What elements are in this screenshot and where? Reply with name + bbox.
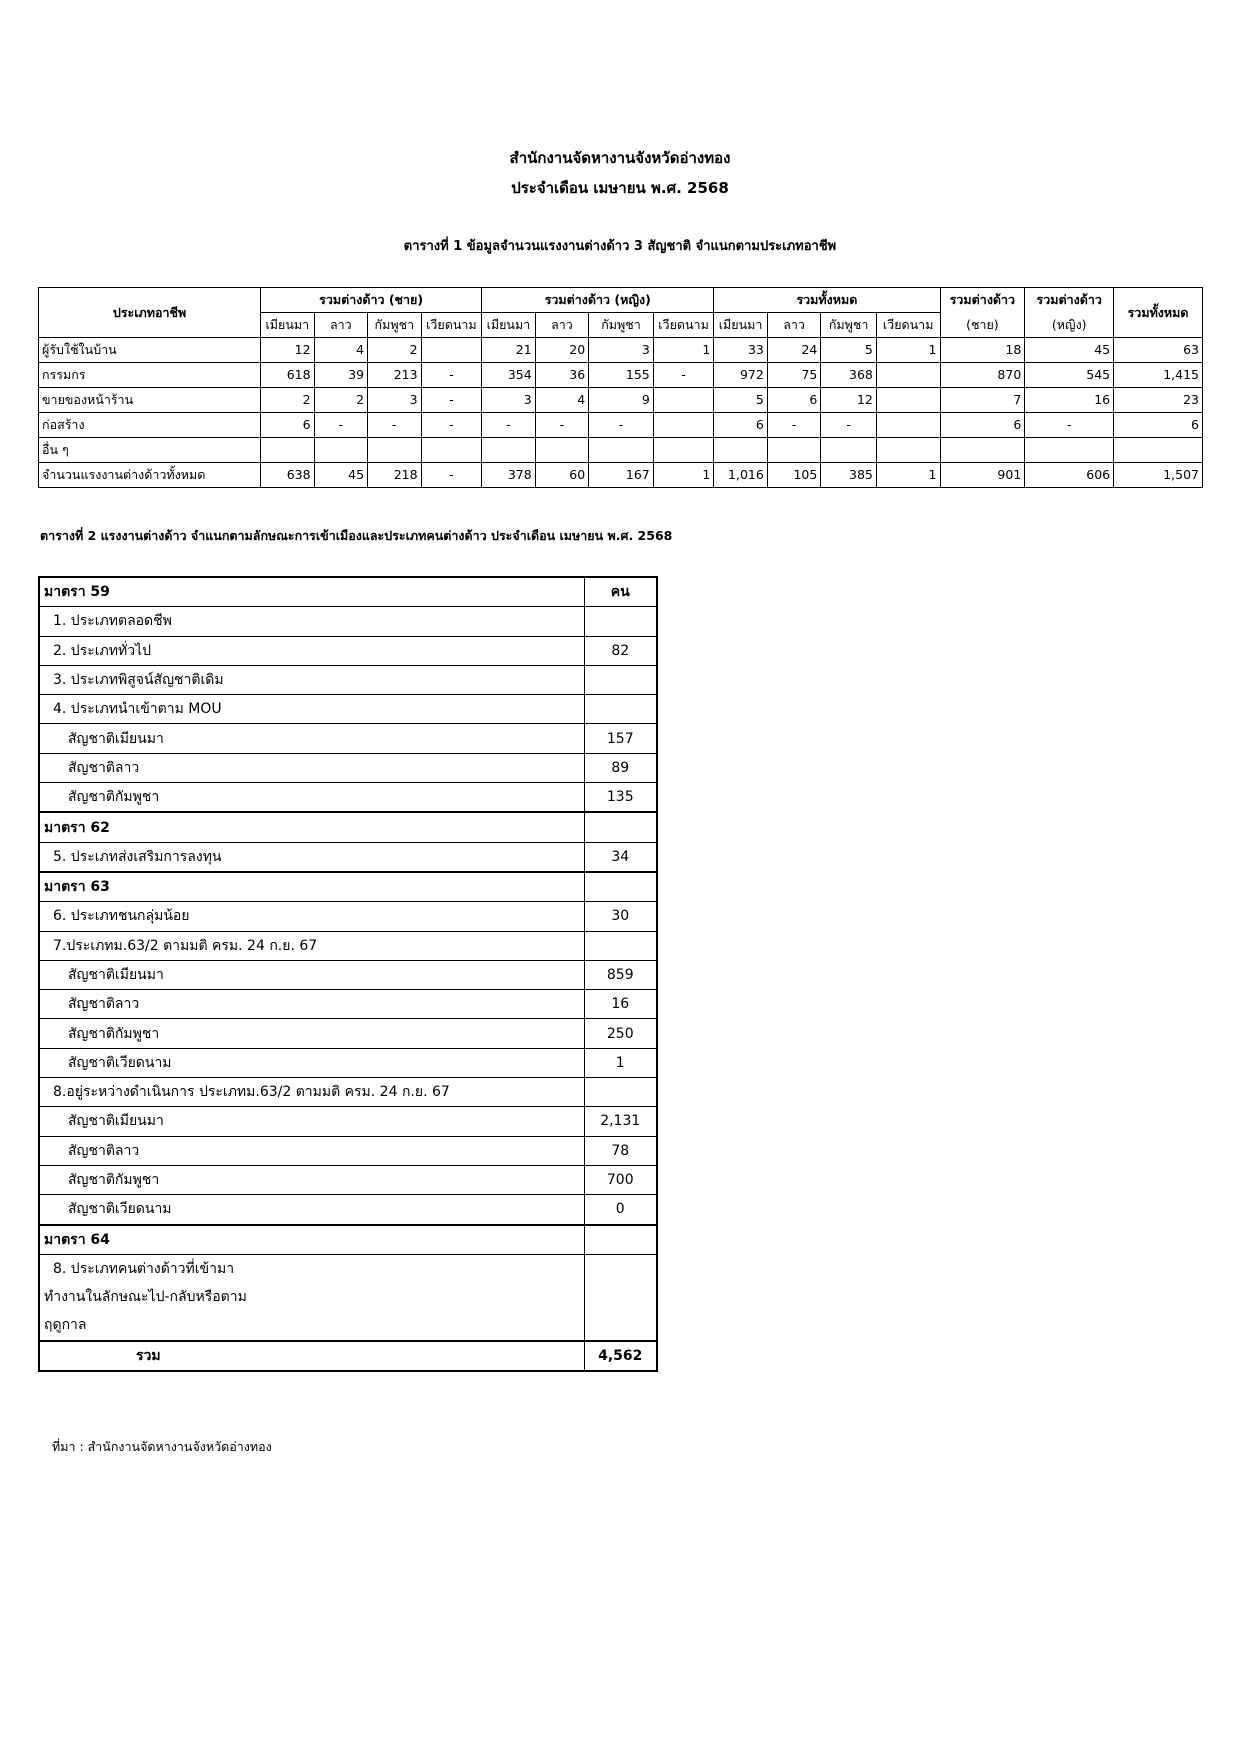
table-cell — [421, 338, 482, 363]
table-cell — [1114, 438, 1203, 463]
table-cell: 213 — [368, 363, 422, 388]
table-cell: 45 — [314, 463, 368, 488]
table-cell: - — [1025, 413, 1114, 438]
table-cell — [653, 438, 714, 463]
row-value: 1 — [584, 1048, 657, 1077]
table-cell: 385 — [821, 463, 877, 488]
table-cell: 75 — [767, 363, 821, 388]
table-cell — [368, 438, 422, 463]
table-row — [39, 438, 1203, 463]
section-62: มาตรา 62 — [39, 812, 584, 842]
row-value — [584, 695, 657, 724]
table-cell: 21 — [482, 338, 536, 363]
table-cell: 545 — [1025, 363, 1114, 388]
occupation-label: กรรมกร — [39, 363, 261, 388]
table-cell: 12 — [821, 388, 877, 413]
unit-header: คน — [584, 577, 657, 607]
occupation-label: จำนวนแรงงานต่างด้าวทั้งหมด — [39, 463, 261, 488]
row-label: 2. ประเภททั่วไป — [39, 636, 584, 665]
occupation-label: ผู้รับใช้ในบ้าน — [39, 338, 261, 363]
row-value: 0 — [584, 1195, 657, 1225]
nationality-subheader: เวียดนาม — [876, 313, 940, 338]
row-label: สัญชาติกัมพูชา — [39, 1165, 584, 1194]
table-cell: 105 — [767, 463, 821, 488]
table-cell: 3 — [482, 388, 536, 413]
table-cell: 1 — [653, 463, 714, 488]
table-cell: 618 — [261, 363, 315, 388]
table-cell: 6 — [940, 413, 1025, 438]
table-cell: 1,415 — [1114, 363, 1203, 388]
row-value — [584, 931, 657, 960]
row-value: 700 — [584, 1165, 657, 1194]
seasonal-line-3: ฤดูกาล — [44, 1317, 87, 1334]
table-cell: 606 — [1025, 463, 1114, 488]
row-label: สัญชาติลาว — [39, 753, 584, 782]
table-cell: 1 — [876, 338, 940, 363]
table1-caption: ตารางที่ 1 ข้อมูลจำนวนแรงงานต่างด้าว 3 สัญชาติ จำแนกตามประเภทอาชีพ — [403, 239, 837, 254]
table-cell — [653, 388, 714, 413]
row-label: 3. ประเภทพิสูจน์สัญชาติเดิม — [39, 665, 584, 694]
table2-caption: ตารางที่ 2 แรงงานต่างด้าว จำแนกตามลักษณะการเข้าเมืองและประเภทคนต่างด้าว ประจำเดือน เมษายน พ.ศ. 2568 — [40, 528, 673, 543]
row-value — [584, 665, 657, 694]
table-cell: 1,016 — [714, 463, 768, 488]
table-cell: 5 — [714, 388, 768, 413]
row-label: 1. ประเภทตลอดชีพ — [39, 607, 584, 636]
row-label: สัญชาติกัมพูชา — [39, 783, 584, 813]
table-cell: 6 — [714, 413, 768, 438]
table-cell: 1 — [653, 338, 714, 363]
table-cell — [714, 438, 768, 463]
table-cell: 45 — [1025, 338, 1114, 363]
row-label: 7.ประเภทม.63/2 ตามมติ ครม. 24 ก.ย. 67 — [39, 931, 584, 960]
row-label: สัญชาติเวียดนาม — [39, 1048, 584, 1077]
nationality-subheader: กัมพูชา — [589, 313, 654, 338]
table-cell: 218 — [368, 463, 422, 488]
table-cell — [314, 438, 368, 463]
table-cell: - — [767, 413, 821, 438]
row-value: 30 — [584, 902, 657, 931]
table-cell: 6 — [767, 388, 821, 413]
row-value: 78 — [584, 1136, 657, 1165]
table-cell: 60 — [535, 463, 589, 488]
row-label: 5. ประเภทส่งเสริมการลงทุน — [39, 842, 584, 872]
all-group-header: รวมทั้งหมด — [714, 288, 940, 313]
table-cell — [940, 438, 1025, 463]
row-value: 157 — [584, 724, 657, 753]
nationality-subheader: ลาว — [314, 313, 368, 338]
table-cell: 2 — [261, 388, 315, 413]
row-label: สัญชาติเวียดนาม — [39, 1195, 584, 1225]
section-63: มาตรา 63 — [39, 872, 584, 902]
total-female-header-1: รวมต่างด้าว — [1025, 288, 1114, 313]
nationality-subheader: เมียนมา — [714, 313, 768, 338]
section-64: มาตรา 64 — [39, 1225, 584, 1255]
row-label: สัญชาติเมียนมา — [39, 960, 584, 989]
row-value: 16 — [584, 990, 657, 1019]
table-cell — [653, 413, 714, 438]
seasonal-worker-label — [39, 1254, 584, 1341]
table-cell: 6 — [261, 413, 315, 438]
table-cell: 368 — [821, 363, 877, 388]
table-cell: 4 — [535, 388, 589, 413]
row-value: 250 — [584, 1019, 657, 1048]
female-group-header: รวมต่างด้าว (หญิง) — [482, 288, 714, 313]
table-cell: - — [421, 388, 482, 413]
occupation-table — [38, 287, 1203, 488]
row-value — [584, 607, 657, 636]
table-cell: 16 — [1025, 388, 1114, 413]
total-female-header-2: (หญิง) — [1025, 313, 1114, 338]
table-cell: 20 — [535, 338, 589, 363]
total-male-header-2: (ชาย) — [940, 313, 1025, 338]
table-cell: 2 — [368, 338, 422, 363]
table-cell — [482, 438, 536, 463]
seasonal-line-1: 8. ประเภทคนต่างด้าวที่เข้ามา — [53, 1260, 235, 1277]
row-label: 6. ประเภทชนกลุ่มน้อย — [39, 902, 584, 931]
row-label: สัญชาติลาว — [39, 990, 584, 1019]
table-cell: 901 — [940, 463, 1025, 488]
table-row — [39, 463, 1203, 488]
table-cell: 2 — [314, 388, 368, 413]
table-cell — [421, 438, 482, 463]
table-cell: 23 — [1114, 388, 1203, 413]
table-cell: 18 — [940, 338, 1025, 363]
table-cell: 1,507 — [1114, 463, 1203, 488]
table-cell: 6 — [1114, 413, 1203, 438]
row-value: 135 — [584, 783, 657, 813]
table-cell: - — [421, 413, 482, 438]
seasonal-line-2: ทำงานในลักษณะไป-กลับหรือตาม — [44, 1289, 247, 1306]
table-cell: 33 — [714, 338, 768, 363]
table-cell: 378 — [482, 463, 536, 488]
table-cell: 155 — [589, 363, 654, 388]
table-cell — [767, 438, 821, 463]
row-value: 82 — [584, 636, 657, 665]
table-cell: 3 — [368, 388, 422, 413]
table-cell — [821, 438, 877, 463]
row-label: 8.อยู่ระหว่างดำเนินการ ประเภทม.63/2 ตามมติ ครม. 24 ก.ย. 67 — [39, 1078, 584, 1107]
nationality-subheader: เวียดนาม — [421, 313, 482, 338]
grand-total-header: รวมทั้งหมด — [1114, 288, 1203, 338]
nationality-subheader: ลาว — [767, 313, 821, 338]
table-cell: - — [589, 413, 654, 438]
source-note: ที่มา : สำนักงานจัดหางานจังหวัดอ่างทอง — [52, 1439, 272, 1454]
row-label: สัญชาติเมียนมา — [39, 724, 584, 753]
nationality-subheader: เมียนมา — [261, 313, 315, 338]
table-cell: 3 — [589, 338, 654, 363]
occupation-label: อื่น ๆ — [39, 438, 261, 463]
report-period: ประจำเดือน เมษายน พ.ศ. 2568 — [511, 179, 729, 197]
table-cell: 5 — [821, 338, 877, 363]
table-cell: 4 — [314, 338, 368, 363]
table-cell: 638 — [261, 463, 315, 488]
table-cell: - — [535, 413, 589, 438]
section-59: มาตรา 59 — [39, 577, 584, 607]
row-value — [584, 1078, 657, 1107]
table-cell: 39 — [314, 363, 368, 388]
table-cell: - — [421, 463, 482, 488]
total-value: 4,562 — [584, 1341, 657, 1371]
table-cell: 1 — [876, 463, 940, 488]
row-label: สัญชาติลาว — [39, 1136, 584, 1165]
table-cell: 870 — [940, 363, 1025, 388]
table-row — [39, 338, 1203, 363]
occupation-label: ก่อสร้าง — [39, 413, 261, 438]
nationality-subheader: ลาว — [535, 313, 589, 338]
row-label: 4. ประเภทนำเข้าตาม MOU — [39, 695, 584, 724]
total-male-header-1: รวมต่างด้าว — [940, 288, 1025, 313]
nationality-subheader: เมียนมา — [482, 313, 536, 338]
table-cell — [876, 413, 940, 438]
table-cell — [1025, 438, 1114, 463]
row-label: สัญชาติกัมพูชา — [39, 1019, 584, 1048]
table-cell: 7 — [940, 388, 1025, 413]
table-cell — [876, 438, 940, 463]
table-row — [39, 363, 1203, 388]
table-cell: - — [653, 363, 714, 388]
table-cell: 63 — [1114, 338, 1203, 363]
table-cell — [876, 363, 940, 388]
row-value: 2,131 — [584, 1107, 657, 1136]
table-cell: - — [368, 413, 422, 438]
occupation-header: ประเภทอาชีพ — [39, 288, 261, 338]
table-row — [39, 413, 1203, 438]
row-value: 34 — [584, 842, 657, 872]
table-cell: 354 — [482, 363, 536, 388]
table-cell — [535, 438, 589, 463]
row-value: 859 — [584, 960, 657, 989]
table-cell: 167 — [589, 463, 654, 488]
male-group-header: รวมต่างด้าว (ชาย) — [261, 288, 482, 313]
total-label: รวม — [39, 1341, 584, 1371]
nationality-subheader: กัมพูชา — [368, 313, 422, 338]
table-cell: - — [314, 413, 368, 438]
occupation-label: ขายของหน้าร้าน — [39, 388, 261, 413]
table-cell: - — [821, 413, 877, 438]
table-cell: - — [421, 363, 482, 388]
table-cell: 9 — [589, 388, 654, 413]
office-title: สำนักงานจัดหางานจังหวัดอ่างทอง — [509, 149, 731, 167]
table-row — [39, 388, 1203, 413]
row-value — [584, 1254, 657, 1341]
table-cell — [589, 438, 654, 463]
table-cell: 24 — [767, 338, 821, 363]
nationality-subheader: เวียดนาม — [653, 313, 714, 338]
table-cell: 36 — [535, 363, 589, 388]
nationality-subheader: กัมพูชา — [821, 313, 877, 338]
row-value: 89 — [584, 753, 657, 782]
table-cell: 12 — [261, 338, 315, 363]
table-cell — [876, 388, 940, 413]
table-cell — [261, 438, 315, 463]
table-cell: 972 — [714, 363, 768, 388]
entry-type-table — [38, 576, 658, 1372]
row-label: สัญชาติเมียนมา — [39, 1107, 584, 1136]
table-cell: - — [482, 413, 536, 438]
